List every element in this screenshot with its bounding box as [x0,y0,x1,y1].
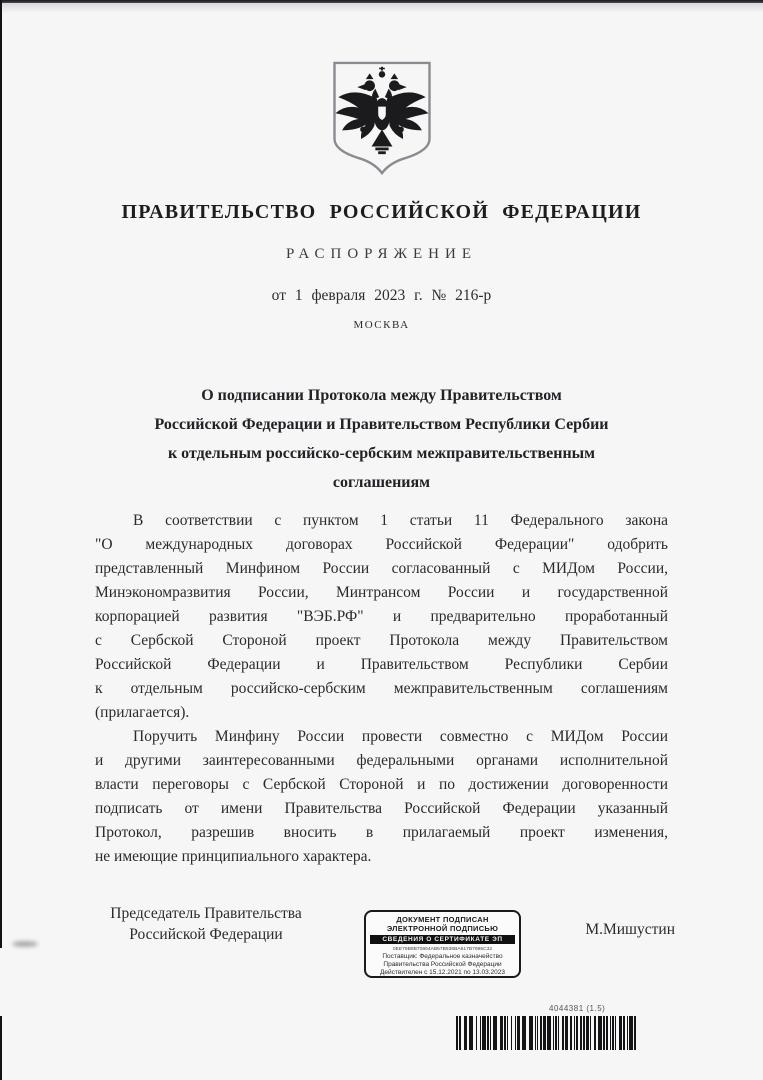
title-line: Российской Федерации и Правительством Республики Сербии [154,416,609,433]
barcode-label: 4044381 (1.5) [549,1004,606,1013]
barcode-bar [469,1016,473,1050]
signer-position-line2: Российской Федерации [129,926,283,943]
barcode-bar [543,1016,546,1050]
barcode-bar [547,1016,551,1050]
city-label: МОСКВА [353,319,410,331]
document-type-heading: РАСПОРЯЖЕНИЕ [285,246,477,262]
barcode-bar [586,1016,589,1050]
electronic-signature-stamp [364,910,521,978]
barcode-bar [634,1016,636,1050]
barcode-bar [598,1016,602,1050]
barcode-bar [583,1016,585,1050]
barcode-bar [540,1016,542,1050]
body-line: Поручить Минфину России провести совместно с МИДом России [133,728,668,745]
document-title [95,381,668,497]
body-line: Российской Федерации и Правительством Республики Сербии [95,656,668,673]
stamp-certificate-number: 0EE79B8B70864AB57B536BA617B7995C32 [392,946,493,952]
stamp-title-line1: ДОКУМЕНТ ПОДПИСАН [396,915,489,924]
stamp-validity: Действителен с 15.12.2021 по 13.03.2023 [380,969,505,976]
barcode-bar [500,1016,503,1050]
body-line: власти переговоры с Сербской Стороной и по достижении договоренности [95,776,668,793]
body-line: Минэкономразвития России, Минтрансом России и государственной [95,584,668,601]
body-line: к отдельным российско-сербским межправительственным соглашениям [95,680,668,697]
barcode-bar [493,1016,497,1050]
barcode-bar [606,1016,608,1050]
stamp-issuer-line1: Поставщик: Федеральное казначейство [382,953,503,960]
barcode-bar [522,1016,526,1050]
barcode-bar [553,1016,554,1050]
barcode-bar [627,1016,628,1050]
barcode-bar [515,1016,516,1050]
title-line: О подписании Протокола между Правительством [201,387,562,404]
barcode-bar [615,1016,616,1050]
barcode-bar [535,1016,536,1050]
barcode-bar [610,1016,611,1050]
coat-of-arms-icon [325,57,439,181]
body-line: не имеющие принципиального характера. [95,848,372,865]
barcode-bar [570,1016,572,1050]
barcode-bar [459,1016,461,1050]
body-line: представленный Минфином России согласованный с МИДом России, [95,560,668,577]
scan-edge-left-upper [0,0,2,948]
barcode-bar [594,1016,596,1050]
barcode-bar [558,1016,559,1050]
barcode-bar [580,1016,582,1050]
barcode-bar [562,1016,564,1050]
body-line: корпорацией развития "ВЭБ.РФ" и предварительно проработанный [95,608,668,625]
signer-position [88,903,324,945]
barcode-bar [480,1016,481,1050]
body-line: и другими заинтересованными федеральными органами исполнительной [95,752,668,769]
barcode-bar [511,1016,512,1050]
barcode-bar [623,1016,625,1050]
date-number-line: от 1 февраля 2023 г. № 216-р [271,287,492,304]
barcode-bar [482,1016,486,1050]
barcode-bar [490,1016,491,1050]
barcode-bar [507,1016,508,1050]
scan-smudge [12,941,38,947]
government-name-heading: ПРАВИТЕЛЬСТВО РОССИЙСКОЙ ФЕДЕРАЦИИ [121,201,642,223]
body-line: (прилагается). [95,704,190,721]
scan-edge-top-fade [0,3,763,13]
title-line: соглашениям [332,474,431,491]
barcode-bar [456,1016,458,1050]
stamp-issuer-line2: Правительства Российской Федерации [383,961,502,968]
barcode-bar [565,1016,568,1050]
signer-name: М.Мишустин [585,921,675,938]
barcode-bar [529,1016,533,1050]
stamp-certificate-bar: СВЕДЕНИЯ О СЕРТИФИКАТЕ ЭП [370,935,515,944]
title-line: к отдельным российско-сербским межправительственным [167,445,596,462]
barcode-bar [487,1016,489,1050]
barcode-bar [576,1016,578,1050]
body-line: с Сербской Стороной проект Протокола между Правительством [95,632,668,649]
stamp-title-line2: ЭЛЕКТРОННОЙ ПОДПИСЬЮ [386,924,499,933]
barcode-bar [476,1016,477,1050]
body-line: "О международных договорах Российской Федерации" одобрить [95,536,668,553]
barcode-bar [629,1016,633,1050]
body-line: В соответствии с пунктом 1 статьи 11 Федерального закона [133,512,668,529]
barcode-bar [612,1016,614,1050]
barcode-bar [517,1016,520,1050]
barcode-bar [537,1016,538,1050]
document-body [95,509,668,869]
barcode-bar [464,1016,467,1050]
body-line: подписать от имени Правительства Российской Федерации указанный [95,800,668,817]
barcode-bar [590,1016,591,1050]
barcode-bar [504,1016,506,1050]
barcode-bar [555,1016,557,1050]
scan-edge-left-lower [0,1016,2,1080]
barcode-bar [603,1016,605,1050]
body-line: Протокол, разрешив вносить в прилагаемый проект изменения, [95,824,668,841]
signer-position-line1: Председатель Правительства [110,905,302,922]
barcode-bar [619,1016,622,1050]
barcode-bar [574,1016,575,1050]
barcode [456,1016,640,1050]
